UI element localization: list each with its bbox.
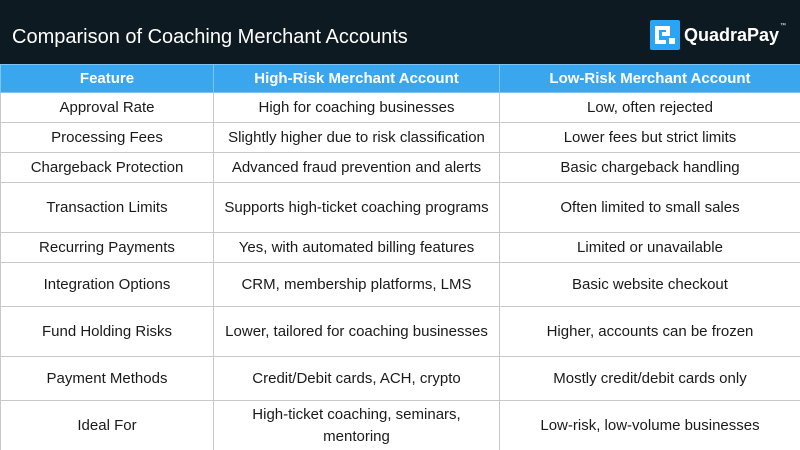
- header-bar: [0, 0, 800, 64]
- table-cell: Recurring Payments: [1, 233, 214, 263]
- table-cell: Basic chargeback handling: [500, 153, 800, 183]
- table-cell: Ideal For: [1, 401, 214, 450]
- quadrapay-logo: [650, 20, 787, 50]
- column-header-feature: Feature: [1, 65, 214, 93]
- table-cell: Yes, with automated billing features: [214, 233, 500, 263]
- table-cell: Lower fees but strict limits: [500, 123, 800, 153]
- table-row: [1, 233, 800, 263]
- table-cell: High for coaching businesses: [214, 93, 500, 123]
- logo-wordmark: [684, 20, 787, 50]
- table-cell: Credit/Debit cards, ACH, crypto: [214, 357, 500, 401]
- table-cell: Mostly credit/debit cards only: [500, 357, 800, 401]
- table-cell: Transaction Limits: [1, 183, 214, 233]
- column-header-low-risk: Low-Risk Merchant Account: [500, 65, 800, 93]
- table-row: [1, 183, 800, 233]
- table-cell: High-ticket coaching, seminars, mentoring: [214, 401, 500, 450]
- table-cell: Higher, accounts can be frozen: [500, 307, 800, 357]
- table-row: [1, 401, 800, 450]
- table-cell: Limited or unavailable: [500, 233, 800, 263]
- table-cell: Supports high-ticket coaching programs: [214, 183, 500, 233]
- table-row: [1, 153, 800, 183]
- table-row: [1, 357, 800, 401]
- table-cell: Payment Methods: [1, 357, 214, 401]
- table-row: [1, 307, 800, 357]
- table-cell: Chargeback Protection: [1, 153, 214, 183]
- table-cell: CRM, membership platforms, LMS: [214, 263, 500, 307]
- quadrapay-logo-icon: [650, 20, 680, 50]
- table-cell: Approval Rate: [1, 93, 214, 123]
- table-cell: Low, often rejected: [500, 93, 800, 123]
- table-cell: Slightly higher due to risk classification: [214, 123, 500, 153]
- trademark-symbol: ™: [780, 23, 787, 29]
- table-cell: Fund Holding Risks: [1, 307, 214, 357]
- table-cell: Integration Options: [1, 263, 214, 307]
- table-cell: Processing Fees: [1, 123, 214, 153]
- table-header-row: [1, 65, 800, 93]
- table-row: [1, 93, 800, 123]
- table-cell: Basic website checkout: [500, 263, 800, 307]
- table-row: [1, 263, 800, 307]
- page-title: Comparison of Coaching Merchant Accounts: [12, 26, 408, 48]
- table-cell: Lower, tailored for coaching businesses: [214, 307, 500, 357]
- column-header-high-risk: High-Risk Merchant Account: [214, 65, 500, 93]
- table-cell: Often limited to small sales: [500, 183, 800, 233]
- table-row: [1, 123, 800, 153]
- comparison-table: [0, 64, 800, 450]
- table-cell: Advanced fraud prevention and alerts: [214, 153, 500, 183]
- table-cell: Low-risk, low-volume businesses: [500, 401, 800, 450]
- logo-wordmark-text: QuadraPay: [684, 25, 780, 45]
